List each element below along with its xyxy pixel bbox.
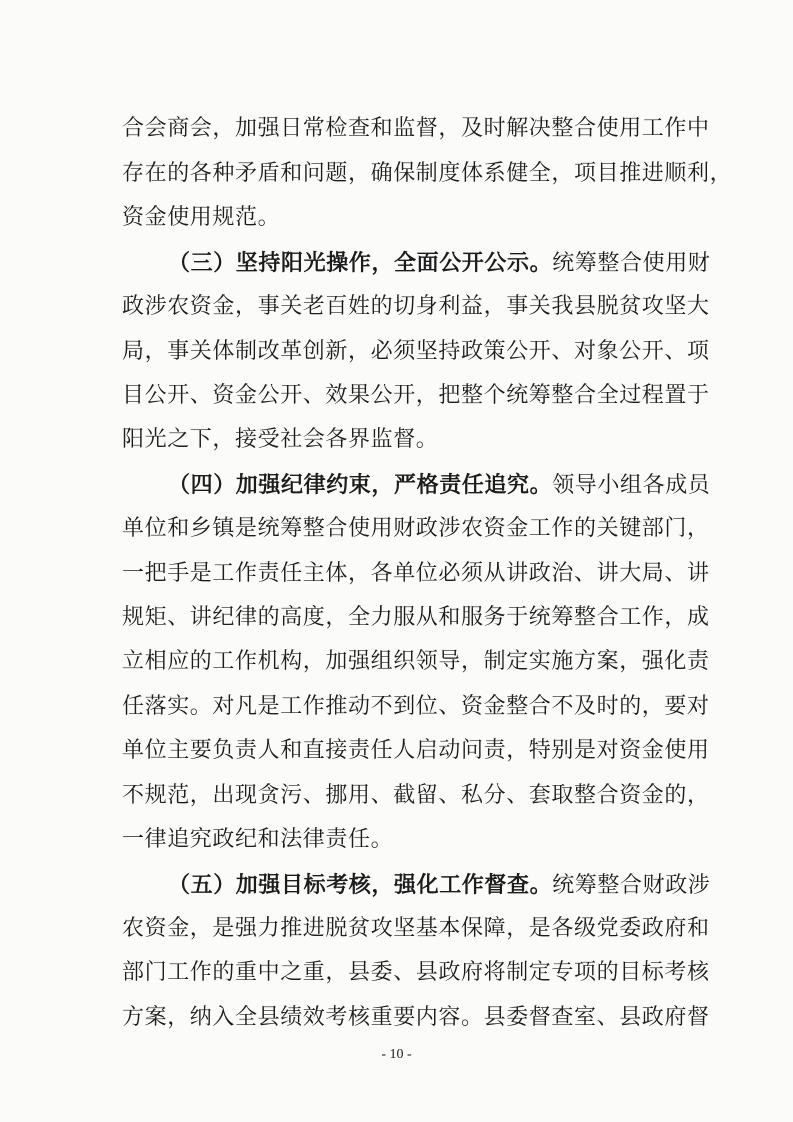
text-line: 单位和乡镇是统筹整合使用财政涉农资金工作的关键部门， <box>122 516 710 541</box>
text-line: 存在的各种矛盾和问题，确保制度体系健全，项目推进顺利， <box>122 161 733 186</box>
section-5-heading: （五）加强目标考核，强化工作督查。 <box>168 872 553 898</box>
section-3-heading-line <box>168 248 711 278</box>
text-run: 统筹整合财政涉 <box>552 873 711 898</box>
text-line: 资金使用规范。 <box>122 205 281 230</box>
text-line: 目公开、资金公开、效果公开，把整个统筹整合全过程置于 <box>122 383 710 408</box>
text-line: 部门工作的重中之重，县委、县政府将制定专项的目标考核 <box>122 960 710 985</box>
text-line: 合会商会，加强日常检查和监督，及时解决整合使用工作中 <box>122 116 710 141</box>
section-5-heading-line <box>168 870 711 900</box>
text-line: 立相应的工作机构，加强组织领导，制定实施方案，强化责 <box>122 649 710 674</box>
text-line: 规矩、讲纪律的高度，全力服从和服务于统筹整合工作，成 <box>122 605 710 630</box>
text-line: 不规范，出现贪污、挪用、截留、私分、套取整合资金的， <box>122 783 710 808</box>
section-4-heading-line <box>168 470 711 500</box>
text-line: 方案，纳入全县绩效考核重要内容。县委督查室、县政府督 <box>122 1005 710 1030</box>
section-3-heading: （三）坚持阳光操作，全面公开公示。 <box>168 250 553 276</box>
text-line: 一律追究政纪和法律责任。 <box>122 827 394 852</box>
text-line: 阳光之下，接受社会各界监督。 <box>122 427 439 452</box>
text-line: 单位主要负责人和直接责任人启动问责，特别是对资金使用 <box>122 738 710 763</box>
text-run: 领导小组各成员 <box>552 473 711 498</box>
text-run: 统筹整合使用财 <box>552 251 711 276</box>
section-4-heading: （四）加强纪律约束，严格责任追究。 <box>168 472 553 498</box>
text-line: 局，事关体制改革创新，必须坚持政策公开、对象公开、项 <box>122 339 710 364</box>
text-line: 农资金，是强力推进脱贫攻坚基本保障，是各级党委政府和 <box>122 916 710 941</box>
text-line: 一把手是工作责任主体，各单位必须从讲政治、讲大局、讲 <box>122 561 710 586</box>
text-line: 任落实。对凡是工作推动不到位、资金整合不及时的，要对 <box>122 694 710 719</box>
page-number: - 10 - <box>381 1047 412 1062</box>
text-line: 政涉农资金，事关老百姓的切身利益，事关我县脱贫攻坚大 <box>122 294 710 319</box>
